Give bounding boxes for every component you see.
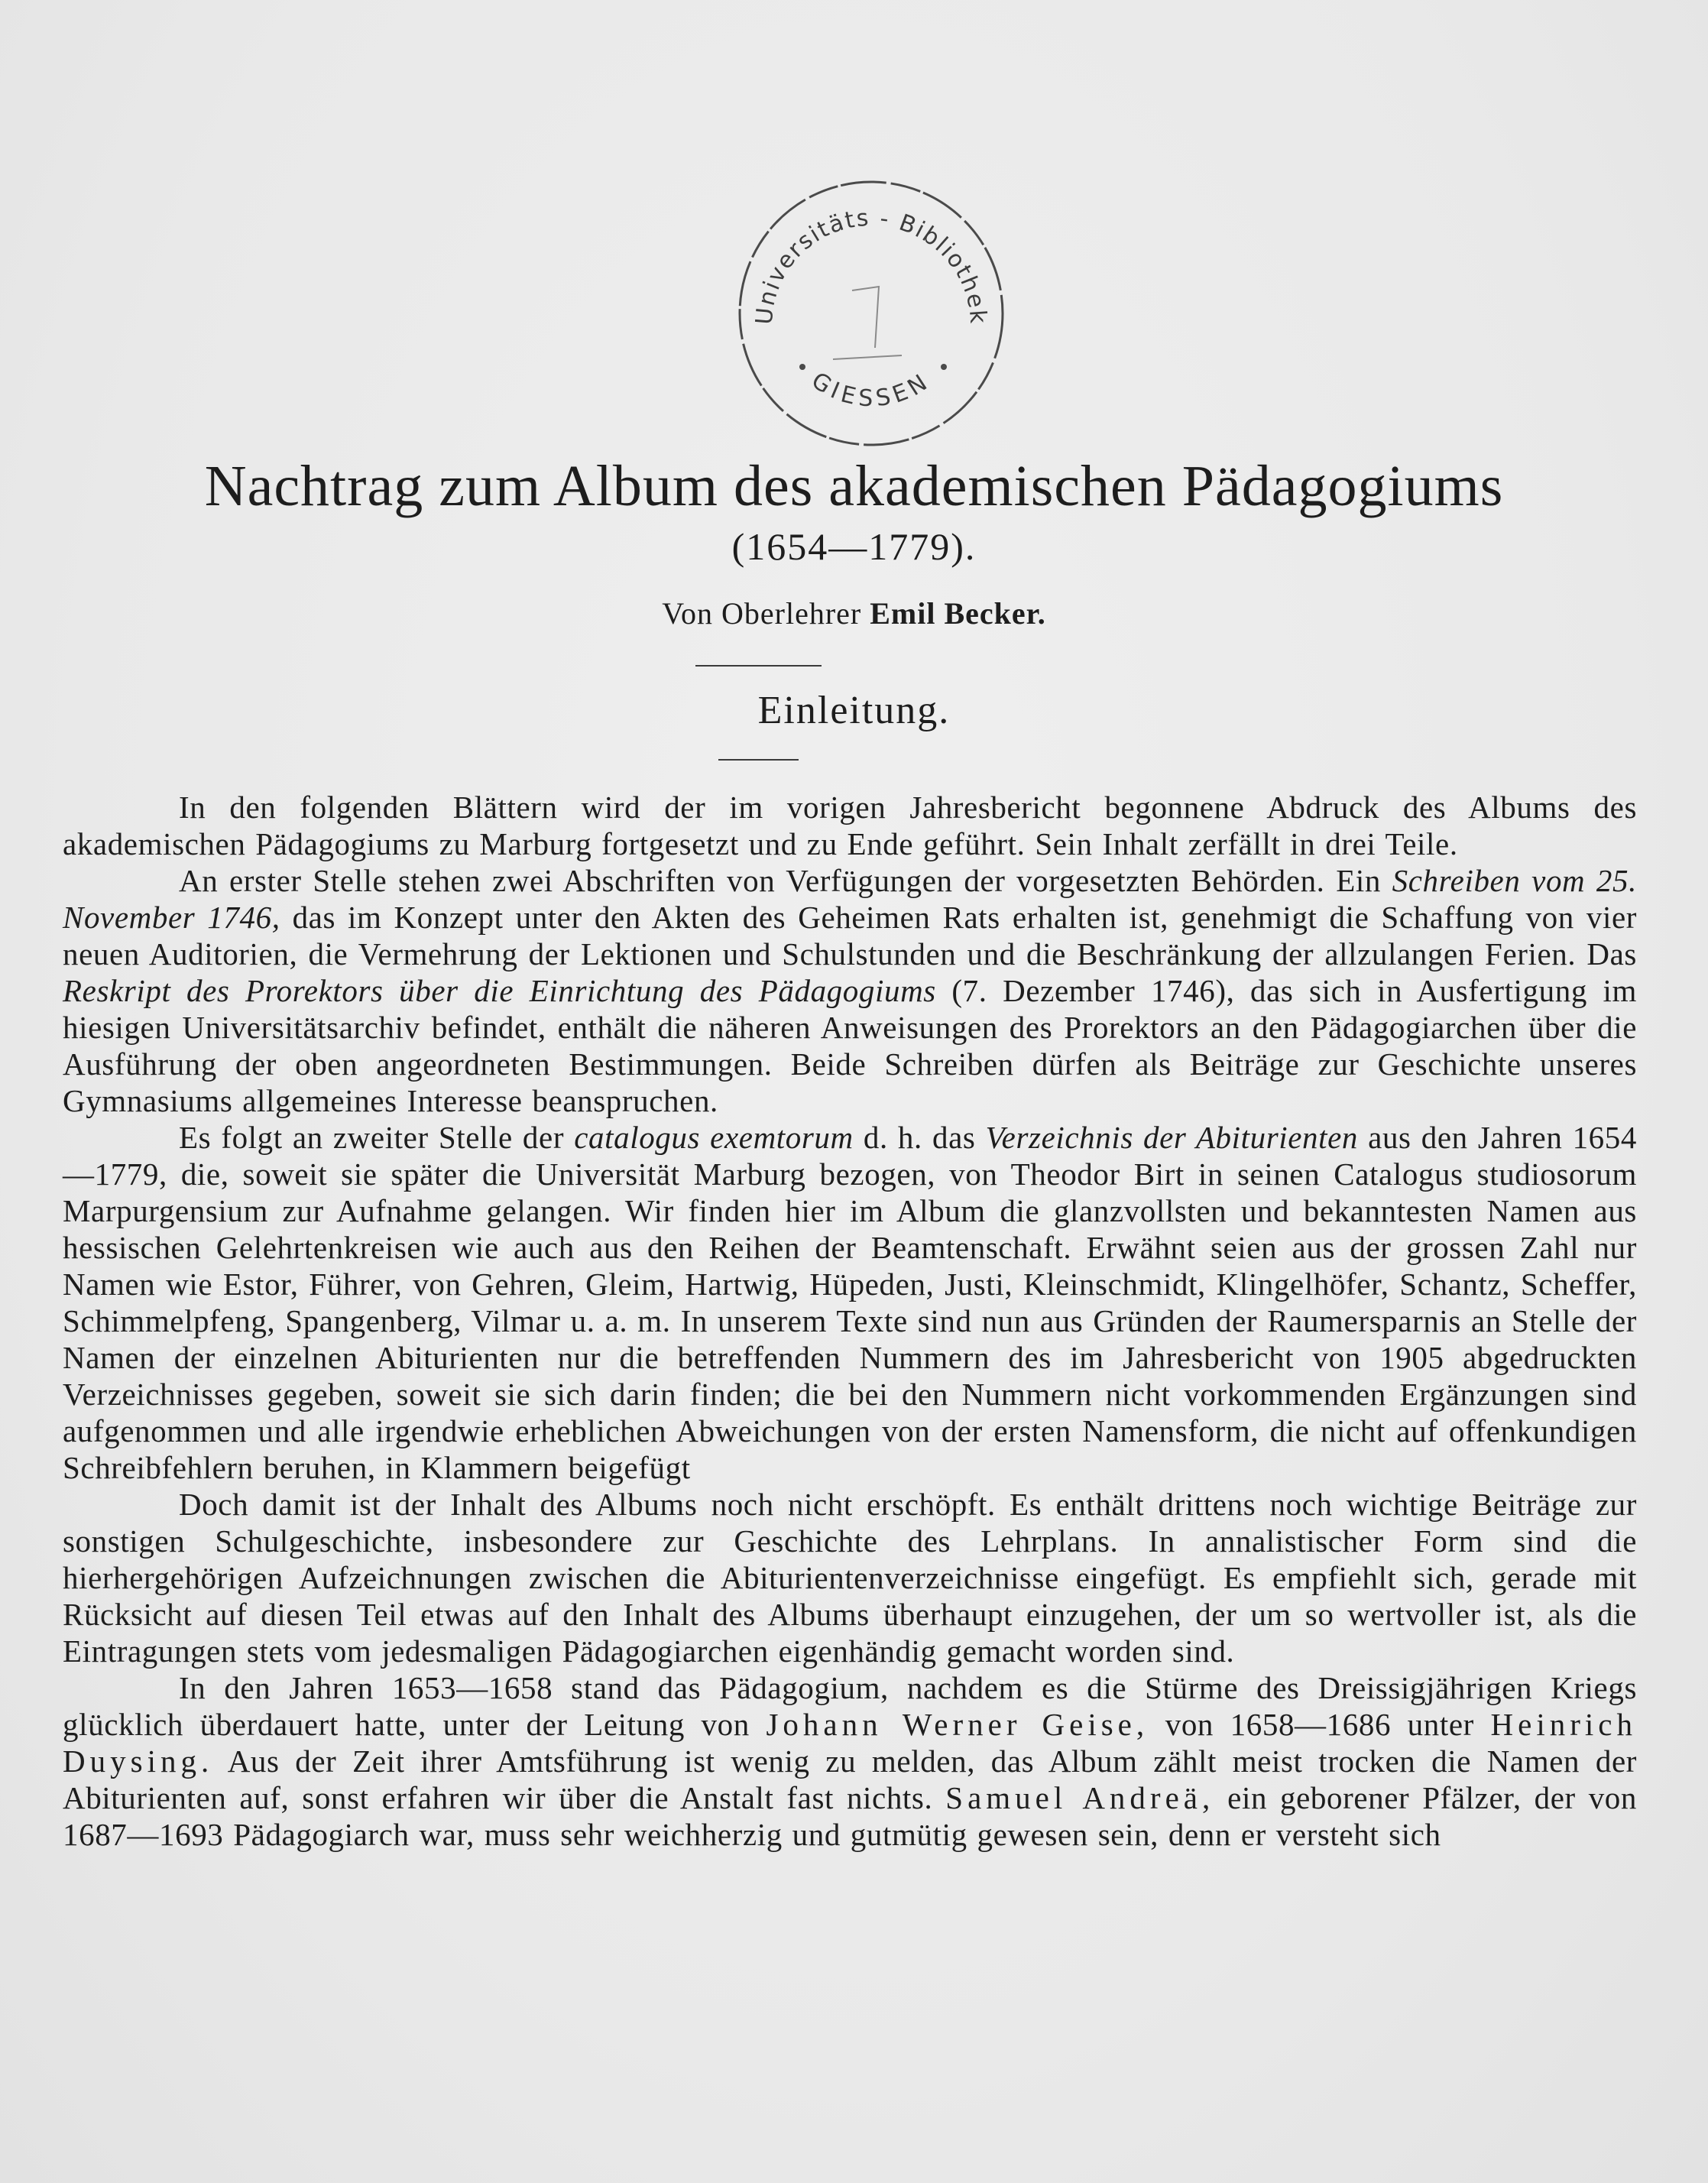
body-text bbox=[63, 789, 1637, 1853]
stamp-text-top: Universitäts - Bibliothek bbox=[750, 204, 992, 326]
paragraph-5 bbox=[63, 1669, 1637, 1853]
paragraph-3-italic-verzeichnis: Verzeichnis der Abiturienten bbox=[985, 1120, 1359, 1155]
paragraph-3-text-c: d. h. das bbox=[863, 1120, 976, 1155]
page-title: Nachtrag zum Album des akademischen Pädagogiums bbox=[204, 454, 1504, 518]
paragraph-2 bbox=[63, 862, 1637, 1119]
library-stamp bbox=[726, 172, 1016, 462]
author-line bbox=[0, 598, 1708, 629]
svg-text:Universitäts - Bibliothek bbox=[751, 205, 992, 326]
paragraph-5-name-geise: Johann Werner Geise, bbox=[766, 1707, 1149, 1742]
paragraph-5-text-g: ein geborener Pfälzer, der von 1687—1693 Pädagogiarch war, muss sehr weichherzig und gutmütig gewesen sein, denn er versteht sich bbox=[63, 1780, 1638, 1852]
paragraph-2-text-c: das im Konzept unter den Akten des Geheimen Rats erhalten ist, genehmigt die Schaffung von vier neuen Auditorien, die Vermehrung der Lektionen und Schulstunden und die Beschränkung der allzulangen Ferien. Das bbox=[63, 900, 1638, 971]
paragraph-1: In den folgenden Blättern wird der im vorigen Jahresbericht begonnene Abdruck des Albums des akademischen Pädagogiums zu Marburg fortgesetzt und zu Ende geführt. Sein Inhalt zerfällt in drei Teile. bbox=[63, 790, 1637, 861]
paragraph-3-italic-catalogus: catalogus exemtorum bbox=[574, 1120, 854, 1155]
paragraph-5-text-c: von 1658—1686 unter bbox=[1165, 1707, 1474, 1742]
section-heading: Einleitung. bbox=[757, 689, 951, 732]
paragraph-5-text-a: In den Jahren 1653—1658 stand das Pädagogium, nachdem es die Stürme des Dreissigjährigen Kriegs glücklich überdauert hatte, unter der Leitung von bbox=[63, 1670, 1637, 1742]
paragraph-4: Doch damit ist der Inhalt des Albums noch nicht erschöpft. Es enthält drittens noch wichtige Beiträge zur sonstigen Schulgeschichte, insbesondere zur Geschichte des Lehrplans. In annalistischer Form sind die hierhergehörigen Aufzeichnungen zwischen die Abiturientenverzeichnisse eingefügt. Es empfiehlt sich, gerade mit Rücksicht auf diesen Teil etwas auf den Inhalt des Albums überhaupt einzugehen, der um so wertvoller ist, als die Eintragungen stets vom jedesmaligen Pädagogiarchen eigenhändig gemacht worden sind. bbox=[63, 1487, 1637, 1669]
paragraph-5-name-andrea: Samuel Andreä, bbox=[945, 1780, 1215, 1815]
title-years: (1654—1779). bbox=[731, 525, 977, 568]
section-divider bbox=[718, 759, 799, 761]
paragraph-5-name-duysing: Heinrich Duysing. bbox=[63, 1707, 1637, 1779]
author-prefix: Von Oberlehrer bbox=[662, 596, 862, 631]
paragraph-2-italic-reskript: Reskript des Prorektors über die Einrichtung des Pädagogiums bbox=[63, 973, 936, 1008]
stamp-text-bottom: GIESSEN bbox=[806, 367, 936, 413]
svg-text:GIESSEN bbox=[807, 367, 936, 412]
paragraph-2-italic-schreiben: Schreiben vom 25. November 1746, bbox=[63, 863, 1637, 935]
paragraph-2-text-e: (7. Dezember 1746), das sich in Ausfertigung im hiesigen Universitätsarchiv befindet, enthält die näheren Anweisungen des Prorektors an den Pädagogiarchen über die Ausführung der oben angeordneten Bestimmungen. Beide Schreiben dürfen als Beiträge zur Geschichte unseres Gymnasiums allgemeines Interesse beanspruchen. bbox=[63, 973, 1637, 1118]
paragraph-3 bbox=[63, 1119, 1637, 1486]
title-divider bbox=[695, 665, 822, 667]
paragraph-3-text-a: Es folgt an zweiter Stelle der bbox=[179, 1120, 565, 1155]
author-name: Emil Becker. bbox=[870, 596, 1046, 631]
paragraph-3-text-e: aus den Jahren 1654—1779, die, soweit sie später die Universität Marburg bezogen, von Theodor Birt in seinen Catalogus studiosorum Marpurgensium zur Aufnahme gelangen. Wir finden hier im Album die glanzvollsten und bekanntesten Namen aus hessischen Gelehrtenkreisen wie auch aus den Reihen der Beamtenschaft. Erwähnt seien aus der grossen Zahl nur Namen wie Estor, Führer, von Gehren, Gleim, Hartwig, Hüpeden, Justi, Kleinschmidt, Klingelhöfer, Schantz, Scheffer, Schimmelpfeng, Spangenberg, Vilmar u. a. m. In unserem Texte sind nun aus Gründen der Raumersparnis an Stelle der Namen der einzelnen Abiturienten nur die betreffenden Nummern des im Jahresbericht von 1905 abgedruckten Verzeichnisses gegeben, soweit sie sich darin finden; die bei den Nummern nicht vorkommenden Ergänzungen sind aufgenommen und alle irgendwie erheblichen Abweichungen von der ersten Namensform, die nicht auf offenkundigen Schreibfehlern beruhen, in Klammern beigefügt bbox=[63, 1120, 1637, 1485]
paragraph-5-text-e: Aus der Zeit ihrer Amtsführung ist wenig zu melden, das Album zählt meist trocken die Namen der Abiturienten auf, sonst erfahren wir über die Anstalt fast nichts. bbox=[63, 1743, 1637, 1815]
paragraph-2-text-a: An erster Stelle stehen zwei Abschriften von Verfügungen der vorgesetzten Behörden. Ein bbox=[179, 863, 1381, 898]
